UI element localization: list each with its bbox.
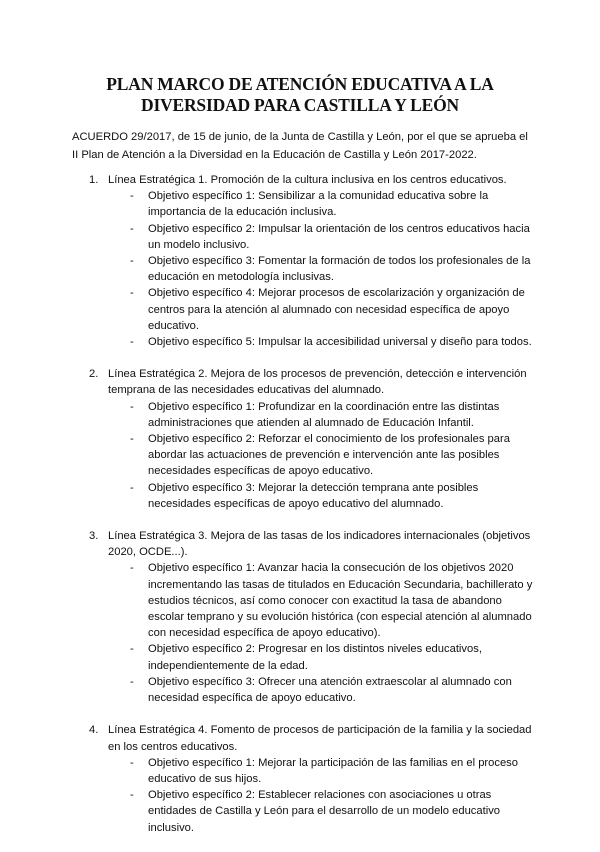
objective-text: Objetivo específico 5: Impulsar la accesibilidad universal y diseño para todos.: [148, 336, 532, 349]
objective-text: Objetivo específico 2: Reforzar el conocimiento de los profesionales para abordar las actuaciones de prevención e intervención ante las posibles necesidades específicas de apoyo educativo.: [148, 433, 510, 478]
dash-bullet: -: [130, 255, 134, 268]
list-number: 2.: [89, 368, 99, 381]
title-line: PLAN MARCO DE ATENCIÓN EDUCATIVA A LA: [106, 74, 494, 94]
dash-bullet: -: [130, 481, 134, 494]
objective-text: Objetivo específico 2: Impulsar la orientación de los centros educativos hacia un modelo inclusivo.: [148, 222, 530, 251]
objective-item: [108, 431, 534, 480]
objectives-list: [108, 399, 534, 512]
dash-bullet: -: [130, 643, 134, 656]
dash-bullet: -: [130, 675, 134, 688]
objective-item: [108, 285, 534, 334]
strategic-line: [89, 366, 534, 512]
objective-item: [108, 641, 534, 673]
strategic-line: [89, 528, 534, 706]
list-number: 3.: [89, 530, 99, 543]
intro-paragraph: ACUERDO 29/2017, de 15 de junio, de la Junta de Castilla y León, por el que se aprueba el II Plan de Atención a la Diversidad en la Educación de Castilla y León 2017-2022.: [72, 131, 528, 161]
objective-text: Objetivo específico 2: Establecer relaciones con asociaciones u otras entidades de Castilla y León para el desarrollo de un modelo educativo inclusivo.: [148, 789, 501, 834]
dash-bullet: -: [130, 287, 134, 300]
objective-item: [108, 253, 534, 285]
objective-item: [108, 787, 534, 836]
objective-text: Objetivo específico 3: Ofrecer una atención extraescolar al alumnado con necesidad específica de apoyo educativo.: [148, 675, 512, 705]
strategic-line-text: Línea Estratégica 1. Promoción de la cultura inclusiva en los centros educativos.: [108, 174, 507, 186]
title-line: DIVERSIDAD PARA CASTILLA Y LEÓN: [141, 95, 459, 115]
objective-text: Objetivo específico 4: Mejorar procesos de escolarización y organización de centros para la atención al alumnado con necesidad específica de apoyo educativo.: [148, 287, 525, 332]
objective-text: Objetivo específico 3: Fomentar la formación de todos los profesionales de la educación en metodología inclusivas.: [148, 255, 531, 284]
dash-bullet: -: [130, 789, 134, 802]
dash-bullet: -: [130, 562, 134, 575]
objective-item: [108, 480, 534, 512]
strategic-line: [89, 172, 534, 350]
objective-item: [108, 674, 534, 706]
objectives-list: [108, 560, 534, 706]
objective-text: Objetivo específico 3: Mejorar la detección temprana ante posibles necesidades específicas de apoyo educativo del alumnado.: [148, 481, 479, 510]
dash-bullet: -: [130, 756, 134, 769]
dash-bullet: -: [130, 190, 134, 203]
objective-text: Objetivo específico 1: Mejorar la participación de las familias en el proceso educativo de sus hijos.: [148, 756, 518, 785]
dash-bullet: -: [130, 222, 134, 235]
strategic-lines-list: [89, 172, 534, 852]
objective-item: [108, 755, 534, 787]
strategic-line-text: Línea Estratégica 2. Mejora de los procesos de prevención, detección e intervención temprana de las necesidades educativas del alumnado.: [108, 368, 527, 397]
dash-bullet: -: [130, 400, 134, 413]
objective-item: [108, 188, 534, 220]
strategic-line-text: Línea Estratégica 3. Mejora de las tasas de los indicadores internacionales (objetivos 2020, OCDE...).: [108, 530, 531, 559]
document-title: [0, 74, 600, 116]
objective-text: Objetivo específico 1: Sensibilizar a la comunidad educativa sobre la importancia de la educación inclusiva.: [148, 190, 489, 219]
dash-bullet: -: [130, 336, 134, 349]
objective-item: [108, 334, 534, 350]
objective-item: [108, 399, 534, 431]
strategic-line: [89, 722, 534, 835]
objective-text: Objetivo específico 1: Profundizar en la coordinación entre las distintas administraciones que atienden al alumnado de Educación Infantil.: [148, 400, 500, 429]
objective-item: [108, 560, 534, 641]
list-number: 4.: [89, 724, 99, 737]
objectives-list: [108, 755, 534, 836]
list-number: 1.: [89, 174, 99, 186]
objective-text: Objetivo específico 1: Avanzar hacia la consecución de los objetivos 2020 incrementando las tasas de titulados en Educación Secundaria, bachillerato y estudios técnicos, así como conocer con exactitud la tasa de abandono escolar temprano y su evolución histórica (con especial atención al alumnado con necesidad específica de apoyo educativo).: [148, 562, 533, 640]
objectives-list: [108, 188, 534, 350]
objective-item: [108, 221, 534, 253]
objective-text: Objetivo específico 2: Progresar en los distintos niveles educativos, independientemente de la edad.: [148, 643, 482, 672]
dash-bullet: -: [130, 433, 134, 446]
strategic-line-text: Línea Estratégica 4. Fomento de procesos de participación de la familia y la sociedad en los centros educativos.: [108, 724, 532, 753]
